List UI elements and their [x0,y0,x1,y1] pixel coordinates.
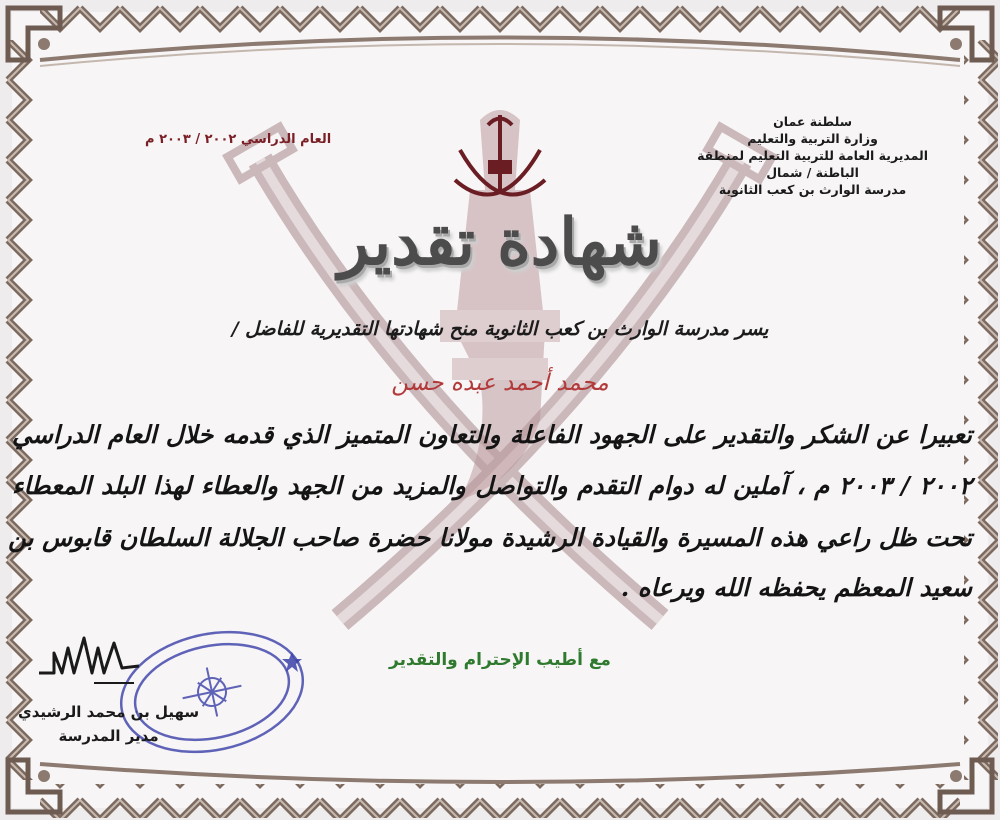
ministry-line-4: الباطنة / شمال [766,165,859,180]
signatory-title: مدير المدرسة [58,727,159,745]
body-line-1: تعبيرا عن الشكر والتقدير على الجهود الفاعلة والتعاون المتميز الذي قدمه خلال العام الدراسي [12,420,972,449]
closing-line: مع أطيب الإحترام والتقدير [389,650,611,670]
signatory-block [18,700,199,748]
body-line-3: تحت ظل راعي هذه المسيرة والقيادة الرشيدة مولانا حضرة صاحب الجلالة السلطان قابوس بن [8,523,972,552]
handwritten-signature [34,628,144,698]
body-line-4: سعيد المعظم يحفظه الله ويرعاه . [620,573,972,602]
ministry-line-5: مدرسة الوارث بن كعب الثانوية [718,182,907,197]
recipient-name: محمد أحمد عبده حسن [391,370,609,396]
body-line-2: ٢٠٠٢ / ٢٠٠٣ م ، آملين له دوام التقدم والتواصل والمزيد من الجهد والعطاء لهذا البلد المعطاء [12,471,972,500]
emblem-top-icon [455,115,545,195]
ministry-line-1: سلطنة عمان [773,114,852,129]
certificate-title: شهادة تقدير [338,205,662,280]
ministry-line-3: المديرية العامة للتربية التعليم لمنطقة [697,148,928,163]
ministry-line-2: وزارة التربية والتعليم [747,131,878,146]
academic-year: العام الدراسي ٢٠٠٢ / ٢٠٠٣ م [145,132,332,147]
certificate-intro: يسر مدرسة الوارث بن كعب الثانوية منح شهادتها التقديرية للفاضل / [231,318,769,340]
signatory-name: سهيل بن محمد الرشيدي [18,703,200,721]
ministry-header [697,113,928,198]
